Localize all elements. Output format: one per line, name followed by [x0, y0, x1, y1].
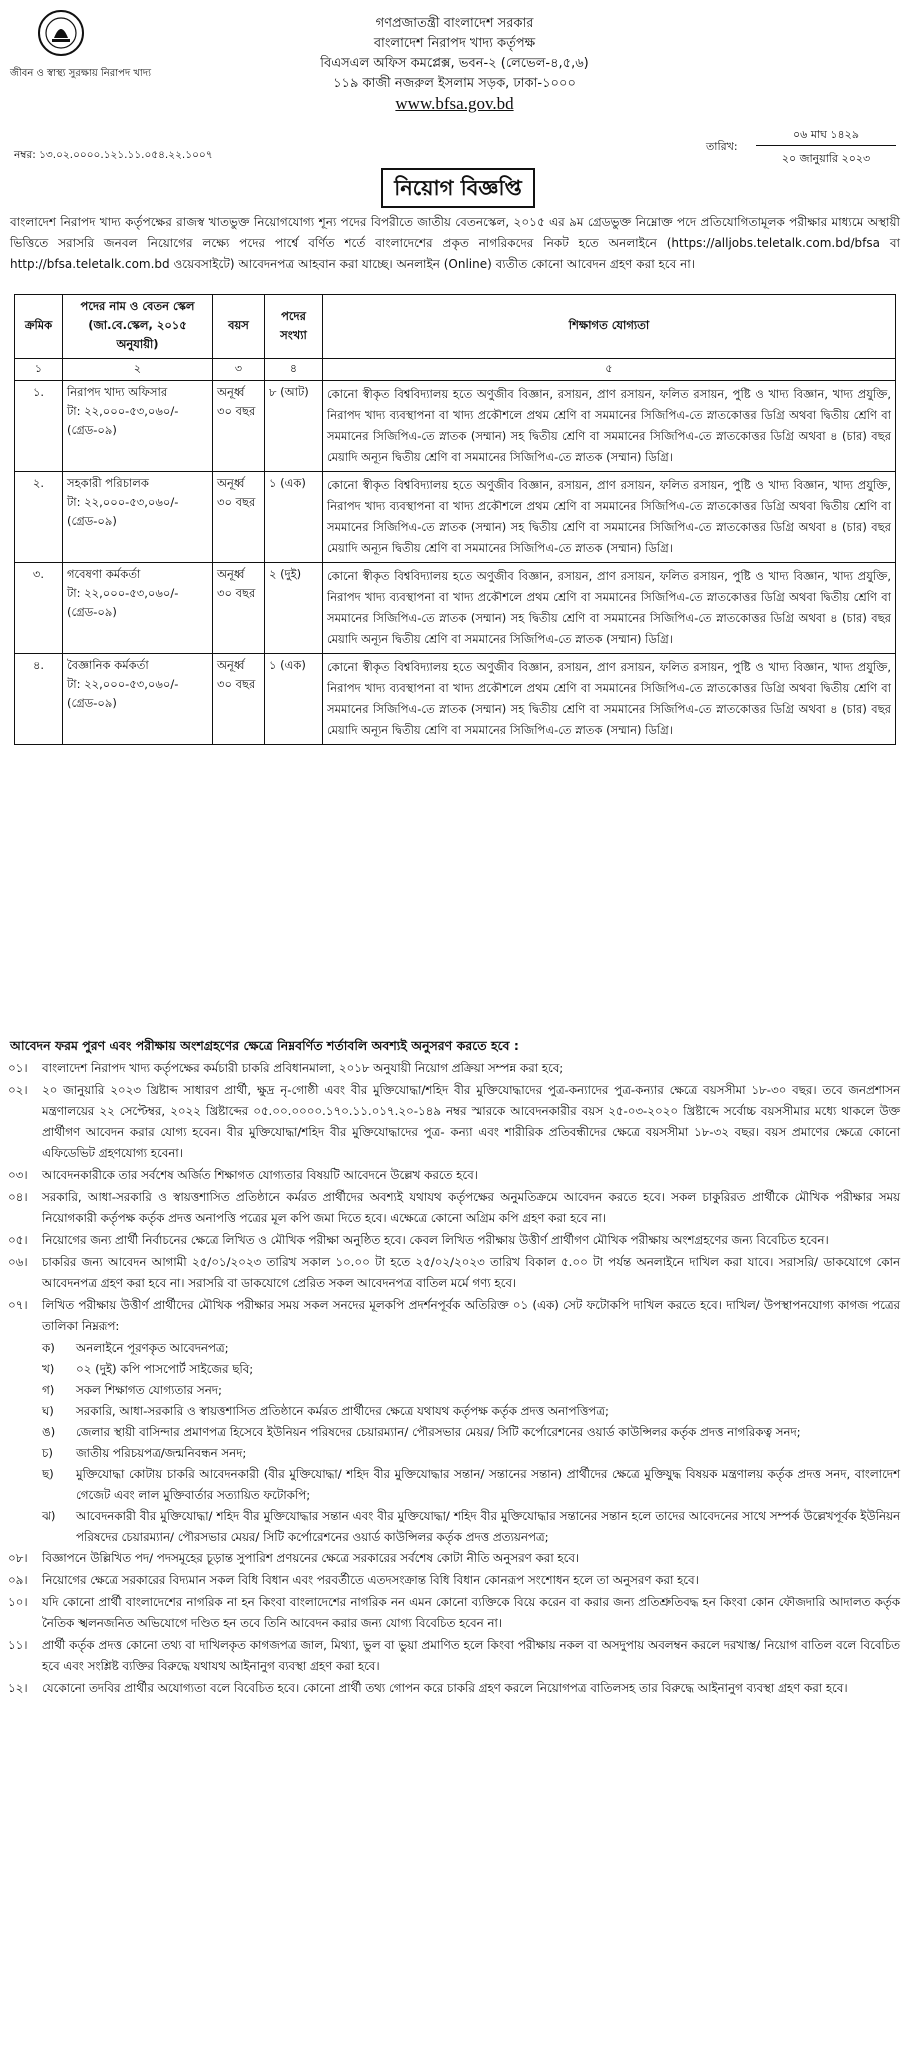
table-row	[15, 381, 896, 472]
post-name: নিরাপদ খাদ্য অফিসার	[67, 385, 168, 399]
sub-item-text: ০২ (দুই) কপি পাসপোর্ট সাইজের ছবি;	[76, 1362, 254, 1376]
notice-title: নিয়োগ বিজ্ঞপ্তি	[381, 168, 535, 208]
row-serial: ২.	[15, 472, 63, 563]
posts-table	[14, 294, 896, 745]
sub-item-text: জাতীয় পরিচয়পত্র/জন্মনিবন্ধন সনদ;	[76, 1446, 247, 1460]
sub-item	[42, 1464, 900, 1506]
col-number: ৩	[213, 359, 265, 381]
pay-scale: টা: ২২,০০০-৫৩,০৬০/-	[67, 495, 179, 509]
sub-item-text: অনলাইনে পূরণকৃত আবেদনপত্র;	[76, 1341, 229, 1355]
column-number-row	[15, 359, 896, 381]
table-row	[15, 563, 896, 654]
row-age: অনূর্ধ্ব ৩০ বছর	[213, 381, 265, 472]
condition-text: যদি কোনো প্রার্থী বাংলাদেশের নাগরিক না হন কিংবা বাংলাদেশের নাগরিক নন এমন কোনো ব্যক্তিকে বিয়ে করেন বা করার জন্য প্রতিশ্রুতিবদ্ধ হন কিংবা কোন ফৌজদারি আদালত কর্তৃক নৈতিক স্খলনজনিত অভিযোগে দণ্ডিত হন তবে তিনি আবেদন করার জন্য যোগ্য বিবেচিত হবেন না।	[42, 1595, 900, 1630]
col-number: ৫	[323, 359, 896, 381]
sub-item-label: খ)	[42, 1362, 55, 1376]
col-header-age: বয়স	[213, 295, 265, 359]
date-label: তারিখ:	[706, 140, 738, 153]
condition-item	[8, 1080, 900, 1164]
row-age: অনূর্ধ্ব ৩০ বছর	[213, 563, 265, 654]
condition-text: নিয়োগের জন্য প্রার্থী নির্বাচনের ক্ষেত্রে লিখিত ও মৌখিক পরীক্ষা অনুষ্ঠিত হবে। কেবল লিখিত পরীক্ষায় উত্তীর্ণ প্রার্থীগণ মৌখিক পরীক্ষায় অংশগ্রহণের জন্য বিবেচিত হবেন।	[42, 1233, 829, 1247]
sub-item	[42, 1401, 900, 1422]
row-count: ২ (দুই)	[265, 563, 323, 654]
col-header-sl: ক্রমিক	[15, 295, 63, 359]
pay-scale: টা: ২২,০০০-৫৩,০৬০/-	[67, 404, 179, 418]
condition-item	[8, 1165, 900, 1186]
website-link[interactable]: www.bfsa.gov.bd	[395, 94, 514, 113]
grade: (গ্রেড-০৯)	[67, 423, 117, 437]
condition-number: ০৪।	[8, 1190, 28, 1204]
date-bangla: ০৬ মাঘ ১৪২৯	[793, 128, 859, 141]
condition-number: ০৫।	[8, 1233, 28, 1247]
office-address: বিএসএল অফিস কমপ্লেক্স, ভবন-২ (লেভেল-৪,৫,৬)	[320, 56, 589, 71]
condition-item	[8, 1678, 900, 1699]
sub-item	[42, 1338, 900, 1359]
sub-item-text: আবেদনকারী বীর মুক্তিযোদ্ধা/ শহিদ বীর মুক্তিযোদ্ধার সন্তান এবং বীর মুক্তিযোদ্ধা/ শহিদ বীর মুক্তিযোদ্ধার সন্তানের সন্তান হলে তাদের আবেদনের সাথে সম্পর্ক উল্লেখপূর্বক ইউনিয়ন পরিষদের চেয়ারম্যান/ পৌরসভার মেয়র/ সিটি কর্পোরেশনের ওয়ার্ড কাউন্সিলর কর্তৃক প্রদত্ত প্রত্যয়নপত্র;	[76, 1509, 900, 1544]
sub-item	[42, 1443, 900, 1464]
condition-text: লিখিত পরীক্ষায় উত্তীর্ণ প্রার্থীদের মৌখিক পরীক্ষার সময় সকল সনদের মূলকপি প্রদর্শনপূর্বক অতিরিক্ত ০১ (এক) সেট ফটোকপি দাখিল করতে হবে। দাখিল/ উপস্থাপনযোগ্য কাগজ পত্রের তালিকা নিম্নরূপ:	[42, 1298, 900, 1333]
sub-item-label: ঝ)	[42, 1509, 56, 1523]
sub-item-label: ঘ)	[42, 1404, 54, 1418]
sub-item-label: গ)	[42, 1383, 55, 1397]
row-serial: ৪.	[15, 654, 63, 745]
table-row	[15, 472, 896, 563]
condition-number: ১২।	[8, 1681, 28, 1695]
condition-text: বাংলাদেশ নিরাপদ খাদ্য কর্তৃপক্ষের কর্মচারী চাকরি প্রবিধানমালা, ২০১৮ অনুযায়ী নিয়োগ প্রক্রিয়া সম্পন্ন করা হবে;	[42, 1061, 564, 1075]
condition-text: বিজ্ঞাপনে উল্লিখিত পদ/ পদসমূহের চূড়ান্ত সুপারিশ প্রণয়নের ক্ষেত্রে সরকারের সর্বশেষ কোটা নীতি অনুসরণ করা হবে।	[42, 1551, 580, 1565]
letterhead	[0, 0, 909, 114]
sub-item-label: ঙ)	[42, 1425, 56, 1439]
sub-item-label: ক)	[42, 1341, 55, 1355]
row-qualification: কোনো স্বীকৃত বিশ্ববিদ্যালয় হতে অণুজীব বিজ্ঞান, রসায়ন, প্রাণ রসায়ন, ফলিত রসায়ন, পুষ্টি ও খাদ্য বিজ্ঞান, খাদ্য প্রযুক্তি, নিরাপদ খাদ্য ব্যবস্থাপনা বা খাদ্য প্রকৌশলে প্রথম শ্রেণি বা সমমানের সিজিপিএ-তে স্নাতকোত্তর ডিগ্রি অথবা দ্বিতীয় শ্রেণি বা সমমানের সিজিপিএ-তে স্নাতক (সম্মান) সহ দ্বিতীয় শ্রেণি বা সমমানের সিজিপিএ-তে স্নাতকোত্তর ডিগ্রি অথবা ৪ (চার) বছর মেয়াদি অন্যূন দ্বিতীয় শ্রেণি বা সমমানের সিজিপিএ-তে স্নাতক (সম্মান) ডিগ্রি।	[323, 563, 896, 654]
row-serial: ১.	[15, 381, 63, 472]
row-post	[63, 563, 213, 654]
pay-scale: টা: ২২,০০০-৫৩,০৬০/-	[67, 586, 179, 600]
post-name: সহকারী পরিচালক	[67, 476, 149, 490]
sub-item-text: মুক্তিযোদ্ধা কোটায় চাকরি আবেদনকারী (বীর মুক্তিযোদ্ধা/ শহিদ বীর মুক্তিযোদ্ধার সন্তান/ সন্তানের সন্তান) প্রার্থীদের ক্ষেত্রে মুক্তিযুদ্ধ বিষয়ক মন্ত্রণালয় কর্তৃক প্রদত্ত সনদ, বাংলাদেশ গেজেট এবং লাল মুক্তিবার্তার সত্যায়িত ফটোকপি;	[76, 1467, 900, 1502]
row-post	[63, 472, 213, 563]
intro-paragraph: বাংলাদেশ নিরাপদ খাদ্য কর্তৃপক্ষের রাজস্ব খাতভুক্ত নিয়োগযোগ্য শূন্য পদের বিপরীতে জাতীয় বেতনস্কেল, ২০১৫ এর ৯ম গ্রেডভুক্ত নিম্নোক্ত পদে প্রতিযোগিতামূলক পরীক্ষার মাধ্যমে অস্থায়ী ভিত্তিতে সরাসরি জনবল নিয়োগের লক্ষ্যে পদের পার্শ্বে বর্ণিত শর্তে বাংলাদেশের প্রকৃত নাগরিকদের নিকট হতে অনলাইনে (https://alljobs.teletalk.com.bd/bfsa বা http://bfsa.teletalk.com.bd ওয়েবসাইটে) আবেদনপত্র আহবান করা যাচ্ছে। অনলাইন (Online) ব্যতীত কোনো আবেদন গ্রহণ করা হবে না।	[10, 215, 900, 271]
grade: (গ্রেড-০৯)	[67, 696, 117, 710]
conditions-heading: আবেদন ফরম পুরণ এবং পরীক্ষায় অংশগ্রহণের ক্ষেত্রে নিম্নবর্ণিত শর্তাবলি অবশ্যই অনুসরণ করতে হবে :	[10, 1038, 519, 1053]
condition-number: ১১।	[8, 1638, 28, 1652]
sub-item	[42, 1380, 900, 1401]
condition-text: প্রার্থী কর্তৃক প্রদত্ত কোনো তথ্য বা দাখিলকৃত কাগজপত্র জাল, মিথ্যা, ভুল বা ভুয়া প্রমাণিত হলে কিংবা পরীক্ষায় নকল বা অসদুপায় অবলম্বন করলে দরখাস্ত/ নিয়োগ বাতিল বলে বিবেচিত হবে এবং সংশ্লিষ্ট ব্যক্তির বিরুদ্ধে যথাযথ আইনানুগ ব্যবস্থা গ্রহণ করা হবে।	[42, 1638, 900, 1673]
conditions-list	[8, 1058, 900, 1700]
table-row	[15, 654, 896, 745]
col-header-post: পদের নাম ও বেতন স্কেল (জা.বে.স্কেল, ২০১৫ অনুযায়ী)	[63, 295, 213, 359]
condition-text: নিয়োগের ক্ষেত্রে সরকারের বিদ্যমান সকল বিধি বিধান এবং পরবর্তীতে এতদসংক্রান্ত বিধি বিধান কোনরূপ সংশোধন হলে তা অনুসরণ করা হবে।	[42, 1573, 699, 1587]
logo-tagline: জীবন ও স্বাস্থ্য সুরক্ষায় নিরাপদ খাদ্য	[10, 68, 151, 79]
col-number: ২	[63, 359, 213, 381]
condition-number: ০৮।	[8, 1551, 28, 1565]
post-name: গবেষণা কর্মকর্তা	[67, 567, 141, 581]
sub-item-text: সরকারি, আধা-সরকারি ও স্বায়ত্তশাসিত প্রতিষ্ঠানে কর্মরত প্রার্থীদের ক্ষেত্রে যথাযথ কর্তৃপক্ষ কর্তৃক প্রদত্ত অনাপত্তিপত্র;	[76, 1404, 609, 1418]
row-age: অনূর্ধ্ব ৩০ বছর	[213, 472, 265, 563]
row-serial: ৩.	[15, 563, 63, 654]
authority-name: বাংলাদেশ নিরাপদ খাদ্য কর্তৃপক্ষ	[373, 36, 536, 51]
condition-text: সরকারি, আধা-সরকারি ও স্বায়ত্তশাসিত প্রতিষ্ঠানে কর্মরত প্রার্থীদের অবশ্যই যথাযথ কর্তৃপক্ষের অনুমতিক্রমে আবেদন করতে হবে। সকল চাকুরিরত প্রার্থীকে মৌখিক পরীক্ষার সময় নিয়োগকারী কর্তৃপক্ষ কর্তৃক প্রদত্ত অনাপত্তি পত্রের মূল কপি জমা দিতে হবে। এক্ষেত্রে কোনো অগ্রিম কপি গ্রহণ করা হবে না।	[42, 1190, 900, 1225]
sub-item-label: ছ)	[42, 1467, 54, 1481]
col-header-qualification: শিক্ষাগত যোগ্যতা	[323, 295, 896, 359]
memo-number: নম্বর: ১৩.০২.০০০০.১২১.১১.০৫৪.২২.১০০৭	[14, 149, 213, 161]
row-post	[63, 381, 213, 472]
condition-item	[8, 1635, 900, 1677]
condition-item	[8, 1058, 900, 1079]
grade: (গ্রেড-০৯)	[67, 605, 117, 619]
documents-sublist	[8, 1338, 900, 1548]
col-number: ৪	[265, 359, 323, 381]
condition-number: ০৬।	[8, 1255, 28, 1269]
condition-number: ১০।	[8, 1595, 28, 1609]
bfsa-logo-icon	[36, 8, 86, 58]
street-address: ১১৯ কাজী নজরুল ইসলাম সড়ক, ঢাকা-১০০০	[333, 76, 576, 91]
row-qualification: কোনো স্বীকৃত বিশ্ববিদ্যালয় হতে অণুজীব বিজ্ঞান, রসায়ন, প্রাণ রসায়ন, ফলিত রসায়ন, পুষ্টি ও খাদ্য বিজ্ঞান, খাদ্য প্রযুক্তি, নিরাপদ খাদ্য ব্যবস্থাপনা বা খাদ্য প্রকৌশলে প্রথম শ্রেণি বা সমমানের সিজিপিএ-তে স্নাতকোত্তর ডিগ্রি অথবা দ্বিতীয় শ্রেণি বা সমমানের সিজিপিএ-তে স্নাতক (সম্মান) সহ দ্বিতীয় শ্রেণি বা সমমানের সিজিপিএ-তে স্নাতকোত্তর ডিগ্রি অথবা ৪ (চার) বছর মেয়াদি অন্যূন দ্বিতীয় শ্রেণি বা সমমানের সিজিপিএ-তে স্নাতক (সম্মান) ডিগ্রি।	[323, 381, 896, 472]
date-english: ২০ জানুয়ারি ২০২৩	[781, 152, 871, 165]
condition-item	[8, 1187, 900, 1229]
sub-item	[42, 1359, 900, 1380]
condition-item	[8, 1252, 900, 1294]
date-divider	[756, 145, 896, 146]
sub-item-text: জেলার স্থায়ী বাসিন্দার প্রমাণপত্র হিসেবে ইউনিয়ন পরিষদের চেয়ারম্যান/ পৌরসভার মেয়র/ সিটি কর্পোরেশনের ওয়ার্ড কাউন্সিলর কর্তৃক প্রদত্ত নাগরিকত্ব সনদ;	[76, 1425, 801, 1439]
sub-item-text: সকল শিক্ষাগত যোগ্যতার সনদ;	[76, 1383, 222, 1397]
condition-number: ০৩।	[8, 1168, 28, 1182]
govt-name: গণপ্রজাতন্ত্রী বাংলাদেশ সরকার	[375, 16, 534, 31]
condition-item	[8, 1570, 900, 1591]
col-header-count: পদের সংখ্যা	[265, 295, 323, 359]
sub-item-label: চ)	[42, 1446, 53, 1460]
condition-text: ২০ জানুয়ারি ২০২৩ খ্রিষ্টাব্দ সাধারণ প্রার্থী, ক্ষুদ্র নৃ-গোষ্ঠী এবং বীর মুক্তিযোদ্ধা/শহিদ বীর মুক্তিযোদ্ধাদের পুত্র-কন্যাদের পুত্র-কন্যার ক্ষেত্রে বয়সসীমা ১৮-৩০ বছর। তবে জনপ্রশাসন মন্ত্রণালয়ের ২২ সেপ্টেম্বর, ২০২২ খ্রিষ্টাব্দের ০৫.০০.০০০০.১৭০.১১.০১৭.২০-১৪৯ নম্বর স্মারকে আবেদনকারীর বয়স ২৫-০৩-২০২০ খ্রিষ্টাব্দে সর্বোচ্চ বয়সসীমার মধ্যে থাকলে উক্ত প্রার্থীগণ আবেদন করার যোগ্য হবেন। বীর মুক্তিযোদ্ধা/শহিদ বীর মুক্তিযোদ্ধাদের পুত্র- কন্যা এবং শারীরিক প্রতিবন্ধীদের ক্ষেত্রে বয়সসীমা ১৮-৩২ বছর। বয়স প্রমাণের ক্ষেত্রে কোনো এফিডেভিট গ্রহণযোগ্য হবেনা।	[42, 1083, 900, 1160]
pay-scale: টা: ২২,০০০-৫৩,০৬০/-	[67, 677, 179, 691]
row-count: ১ (এক)	[265, 654, 323, 745]
post-name: বৈজ্ঞানিক কর্মকর্তা	[67, 658, 149, 672]
col-number: ১	[15, 359, 63, 381]
condition-item	[8, 1592, 900, 1634]
sub-item	[42, 1422, 900, 1443]
row-age: অনূর্ধ্ব ৩০ বছর	[213, 654, 265, 745]
condition-text: যেকোনো তদবির প্রার্থীর অযোগ্যতা বলে বিবেচিত হবে। কোনো প্রার্থী তথ্য গোপন করে চাকরি গ্রহণ করলে নিয়োগপত্র বাতিলসহ তার বিরুদ্ধে আইনানুগ ব্যবস্থা গ্রহণ করা হবে।	[42, 1681, 848, 1695]
condition-number: ০২।	[8, 1083, 28, 1097]
condition-number: ০৯।	[8, 1573, 28, 1587]
condition-text: চাকরির জন্য আবেদন আগামী ২৫/০১/২০২৩ তারিখ সকাল ১০.০০ টা হতে ২৫/০২/২০২৩ তারিখ বিকাল ৫.০০ টা পর্যন্ত অনলাইনে দাখিল করা যাবে। সরাসরি/ ডাকযোগে কোন আবেদনপত্র গ্রহণ করা হবে না। সরাসরি বা ডাকযোগে প্রেরিত সকল আবেদনপত্র বাতিল মর্মে গণ্য হবে।	[42, 1255, 900, 1290]
table-header-row	[15, 295, 896, 359]
condition-number: ০১।	[8, 1061, 28, 1075]
row-count: ১ (এক)	[265, 472, 323, 563]
row-qualification: কোনো স্বীকৃত বিশ্ববিদ্যালয় হতে অণুজীব বিজ্ঞান, রসায়ন, প্রাণ রসায়ন, ফলিত রসায়ন, পুষ্টি ও খাদ্য বিজ্ঞান, খাদ্য প্রযুক্তি, নিরাপদ খাদ্য ব্যবস্থাপনা বা খাদ্য প্রকৌশলে প্রথম শ্রেণি বা সমমানের সিজিপিএ-তে স্নাতকোত্তর ডিগ্রি অথবা দ্বিতীয় শ্রেণি বা সমমানের সিজিপিএ-তে স্নাতক (সম্মান) সহ দ্বিতীয় শ্রেণি বা সমমানের সিজিপিএ-তে স্নাতকোত্তর ডিগ্রি অথবা ৪ (চার) বছর মেয়াদি অন্যূন দ্বিতীয় শ্রেণি বা সমমানের সিজিপিএ-তে স্নাতক (সম্মান) ডিগ্রি।	[323, 472, 896, 563]
condition-item	[8, 1295, 900, 1337]
row-qualification: কোনো স্বীকৃত বিশ্ববিদ্যালয় হতে অণুজীব বিজ্ঞান, রসায়ন, প্রাণ রসায়ন, ফলিত রসায়ন, পুষ্টি ও খাদ্য বিজ্ঞান, খাদ্য প্রযুক্তি, নিরাপদ খাদ্য ব্যবস্থাপনা বা খাদ্য প্রকৌশলে প্রথম শ্রেণি বা সমমানের সিজিপিএ-তে স্নাতকোত্তর ডিগ্রি অথবা দ্বিতীয় শ্রেণি বা সমমানের সিজিপিএ-তে স্নাতক (সম্মান) সহ দ্বিতীয় শ্রেণি বা সমমানের সিজিপিএ-তে স্নাতকোত্তর ডিগ্রি অথবা ৪ (চার) বছর মেয়াদি অন্যূন দ্বিতীয় শ্রেণি বা সমমানের সিজিপিএ-তে স্নাতক (সম্মান) ডিগ্রি।	[323, 654, 896, 745]
grade: (গ্রেড-০৯)	[67, 514, 117, 528]
sub-item	[42, 1506, 900, 1548]
condition-text: আবেদনকারীকে তার সর্বশেষ অর্জিত শিক্ষাগত যোগ্যতার বিষয়টি আবেদনে উল্লেখ করতে হবে।	[42, 1168, 478, 1182]
row-post	[63, 654, 213, 745]
condition-number: ০৭।	[8, 1298, 28, 1312]
condition-item	[8, 1548, 900, 1569]
row-count: ৮ (আট)	[265, 381, 323, 472]
condition-item	[8, 1230, 900, 1251]
